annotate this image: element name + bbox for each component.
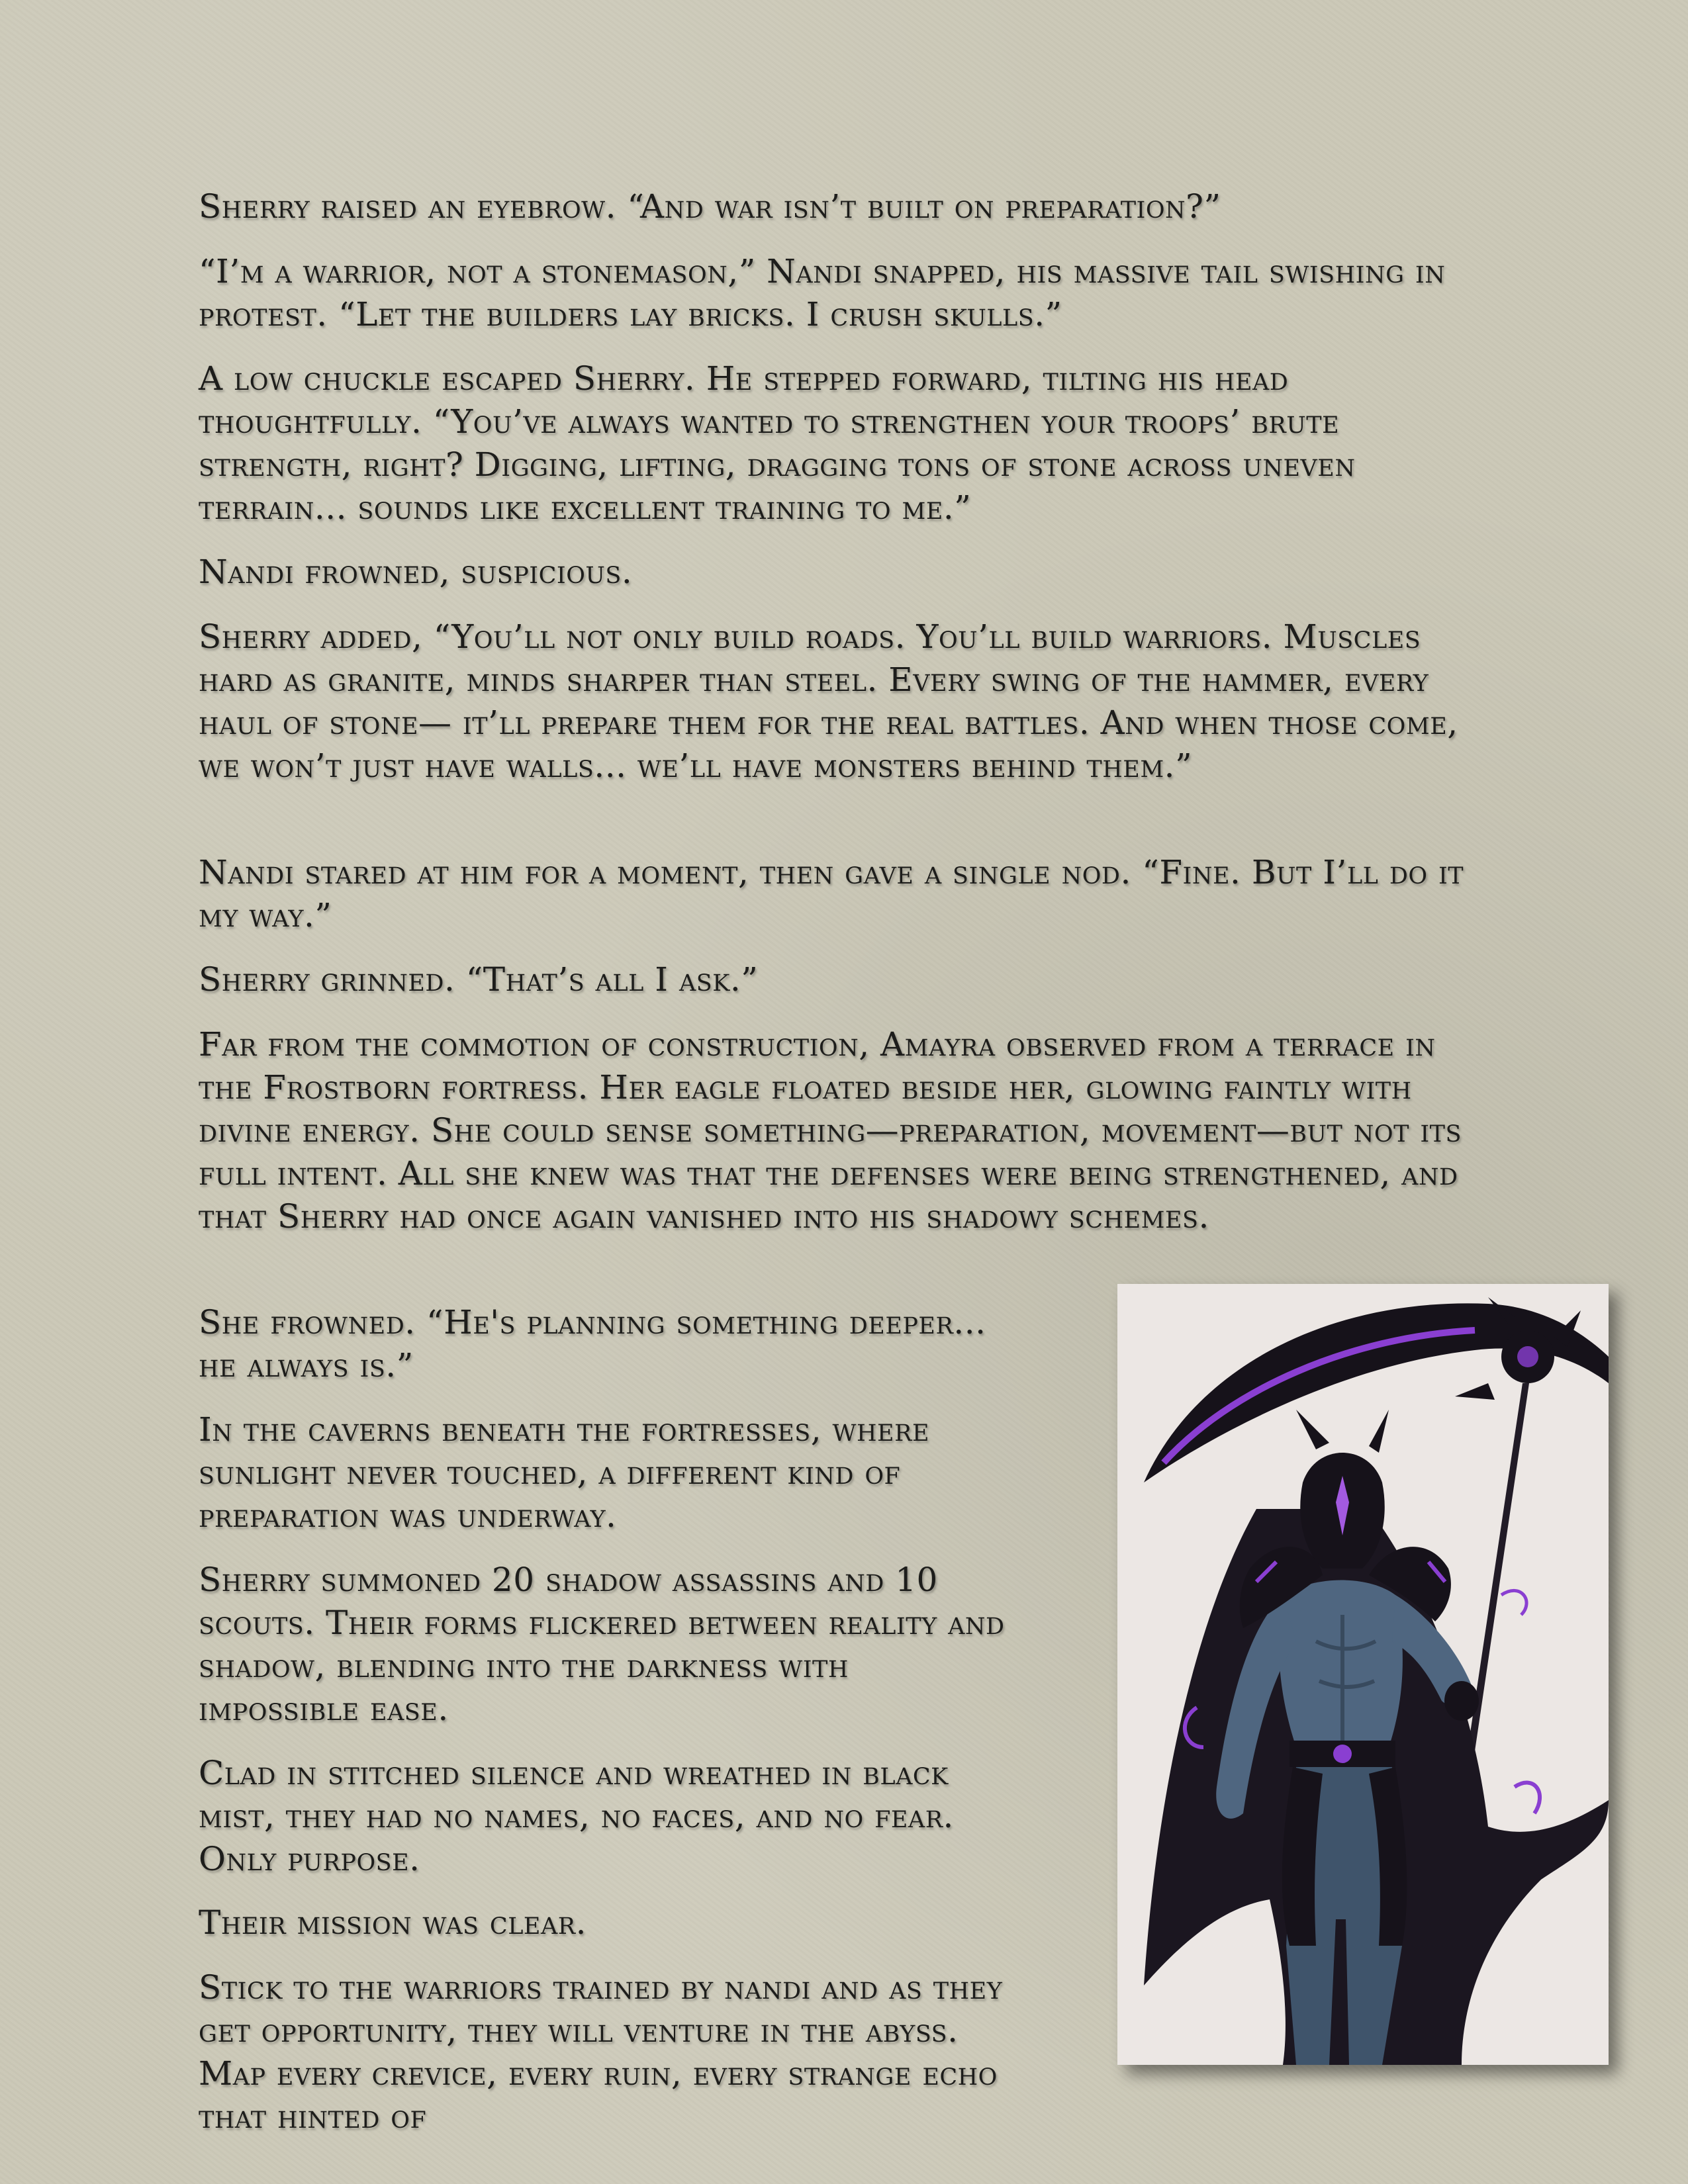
hand-icon bbox=[1444, 1681, 1479, 1721]
paragraph-11: Sherry summoned 20 shadow assassins and 10 scouts. Their forms flickered between reality and shadow, blending into the darkness with impossible ease. bbox=[199, 1561, 1005, 1728]
paragraph-14: Stick to the warriors trained by nandi and as they get opportunity, they will venture in the abyss. Map every crevice, every ruin, every strange echo that hinted of bbox=[199, 1968, 1003, 2136]
paragraph-10: In the caverns beneath the fortresses, where sunlight never touched, a different kind of preparation was underway. bbox=[199, 1410, 930, 1535]
paragraph-2: “I’m a warrior, not a stonemason,” Nandi snapped, his massive tail swishing in protest. “Let the builders lay bricks. I crush skulls.” bbox=[199, 252, 1446, 334]
paragraph-6: Nandi stared at him for a moment, then gave a single nod. “Fine. But I’ll do it my way.” bbox=[199, 853, 1464, 934]
paragraph-4: Nandi frowned, suspicious. bbox=[199, 553, 633, 591]
paragraph-7: Sherry grinned. “That’s all I ask.” bbox=[199, 960, 759, 999]
paragraph-12: Clad in stitched silence and wreathed in black mist, they had no names, no faces, and no fear. Only purpose. bbox=[199, 1754, 954, 1878]
paragraph-13: Their mission was clear. bbox=[199, 1903, 587, 1942]
paragraph-5: Sherry added, “You’ll not only build roads. You’ll build warriors. Muscles hard as granite, minds sharper than steel. Every swing of the hammer, every haul of stone— it’ll prepare them for the real battles. And when those come, we won’t just have walls... we’ll have monsters behind them.” bbox=[199, 617, 1458, 785]
paragraph-3: A low chuckle escaped Sherry. He stepped forward, tilting his head thoughtfully. “You’ve always wanted to strengthen your troops’ brute strength, right? Digging, lifting, dragging tons of stone across uneven terrain... sounds like excellent training to me.” bbox=[199, 359, 1356, 527]
reaper-svg bbox=[1117, 1284, 1609, 2065]
paragraph-8: Far from the commotion of construction, Amayra observed from a terrace in the Frostborn fortress. Her eagle floated beside her, glowing faintly with divine energy. She could sense something—preparation, movement—but not its full intent. All she knew was that the defenses were being strengthened, and that Sherry had once again vanished into his shadowy schemes. bbox=[199, 1025, 1462, 1236]
paragraph-1: Sherry raised an eyebrow. “And war isn’t built on preparation?” bbox=[199, 187, 1221, 226]
shadow-reaper-illustration bbox=[1117, 1284, 1609, 2065]
paragraph-9: She frowned. “He's planning something deeper... he always is.” bbox=[199, 1303, 986, 1385]
